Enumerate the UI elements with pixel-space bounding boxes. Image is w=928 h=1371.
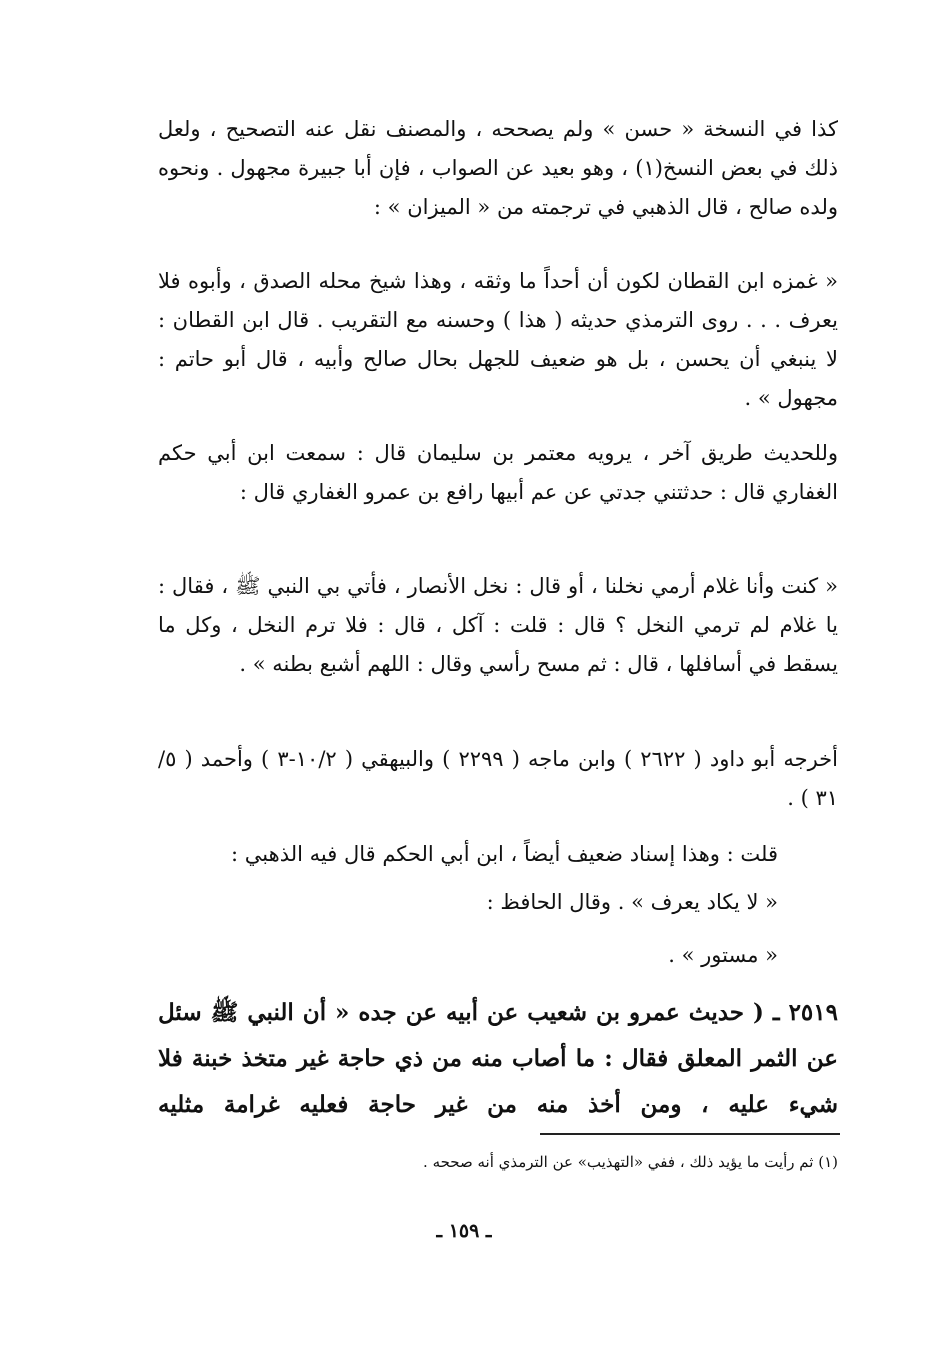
- page-number: ـ ١٥٩ ـ: [436, 1220, 492, 1242]
- paragraph-grading-note: كذا في النسخة « حسن » ولم يصححه ، والمصنف نقل عنه التصحيح ، ولعل ذلك في بعض النسخ(١) ، وهو بعيد عن الصواب ، فإن أبا جبيرة مجهول . ونحوه ولده صالح ، قال الذهبي في ترجمته من « الميزان » :: [158, 117, 838, 219]
- paragraph-dhahabi-quote: « غمزه ابن القطان لكون أن أحداً ما وثقه ، وهذا شيخ محله الصدق ، وأبوه فلا يعرف . . . روى الترمذي حديثه ( هذا ) وحسنه مع التقريب . قال ابن القطان : لا ينبغي أن يحسن ، بل هو ضعيف للجهل بحال صالح وأبيه ، قال أبو حاتم : مجهول » .: [158, 269, 838, 410]
- paragraph-hadith-text: « كنت وأنا غلام أرمي نخلنا ، أو قال : نخل الأنصار ، فأتي بي النبي ﷺ ، فقال : يا غلام لم ترمي النخل ؟ قال : قلت : آكل ، قال : فلا ترم النخل ، وكل ما يسقط في أسافلها ، قال : ثم مسح رأسي وقال : اللهم أشبع بطنه » .: [158, 574, 838, 676]
- paragraph-author-comment: قلت : وهذا إسناد ضعيف أيضاً ، ابن أبي الحكم قال فيه الذهبي :: [231, 842, 778, 866]
- paragraph-takhrij: أخرجه أبو داود ( ٢٦٢٢ ) وابن ماجه ( ٢٢٩٩ ) والبيهقي ( ١٠/٢-٣ ) وأحمد ( ٥/ ٣١ ) .: [158, 747, 838, 810]
- footnote-divider: [540, 1133, 840, 1135]
- paragraph-hafiz-verdict: « مستور » .: [668, 943, 778, 967]
- paragraph-other-chain: وللحديث طريق آخر ، يرويه معتمر بن سليمان قال : سمعت ابن أبي حكم الغفاري قال : حدثتني جدتي عن عم أبيها رافع بن عمرو الغفاري قال :: [158, 441, 838, 504]
- hadith-heading-2519: ٢٥١٩ ـ ( حديث عمرو بن شعيب عن أبيه عن جده « أن النبي ﷺ سئل عن الثمر المعلق فقال : ما أصاب منه من ذي حاجة غير متخذ خبنة فلا شيء عليه ، ومن أخذ منه من غير حاجة فعليه غرامة مثليه: [158, 999, 838, 1118]
- paragraph-dhahabi-verdict: « لا يكاد يعرف » . وقال الحافظ :: [486, 890, 778, 914]
- footnote: (١) ثم رأيت ما يؤيد ذلك ، ففي «التهذيب» عن الترمذي أنه صححه .: [423, 1153, 838, 1171]
